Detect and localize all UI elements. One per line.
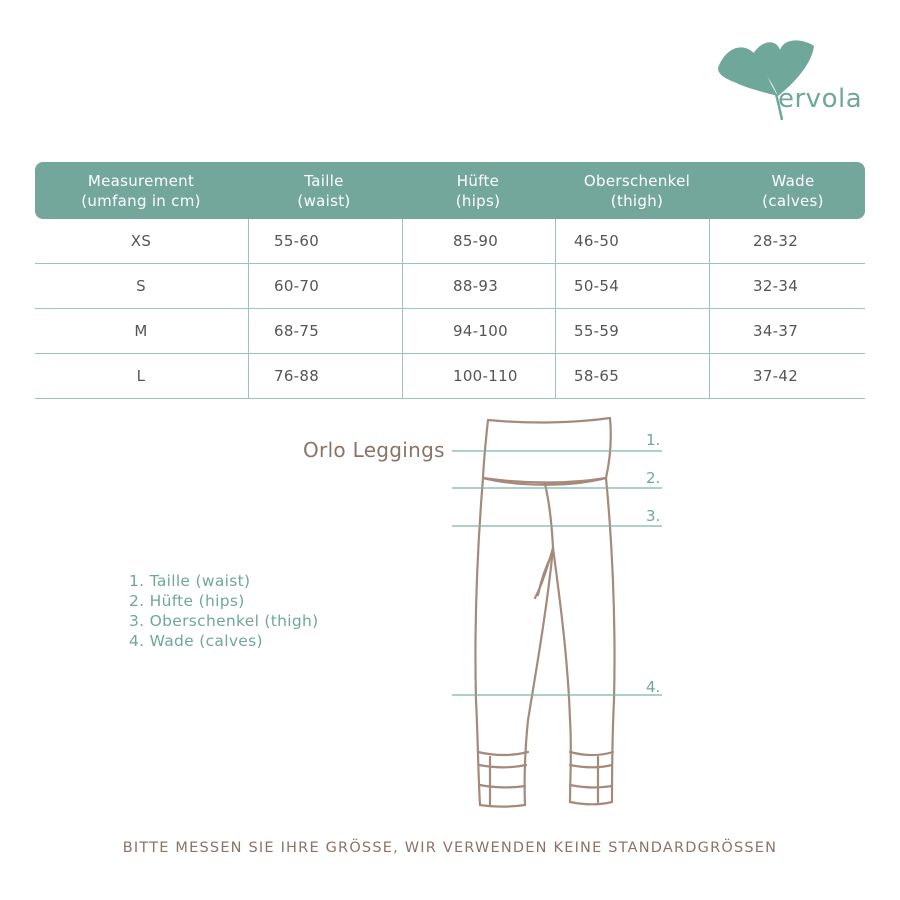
brand-logo-text: ervola bbox=[778, 84, 863, 114]
header-calves: Wade (calves) bbox=[762, 172, 824, 210]
legend-item-thigh: 3. Oberschenkel (thigh) bbox=[129, 612, 319, 630]
size-cell: S bbox=[136, 277, 146, 295]
legend-item-waist: 1. Taille (waist) bbox=[129, 572, 251, 590]
size-cell: L bbox=[136, 367, 146, 385]
thigh-cell: 46-50 bbox=[574, 232, 620, 250]
calves-cell: 37-42 bbox=[753, 367, 799, 385]
calves-cell: 34-37 bbox=[753, 322, 799, 340]
size-cell: M bbox=[134, 322, 148, 340]
waist-cell: 55-60 bbox=[274, 232, 320, 250]
column-divider bbox=[555, 219, 556, 398]
waist-cell: 68-75 bbox=[274, 322, 320, 340]
footer-note: BITTE MESSEN SIE IHRE GRÖSSE, WIR VERWENDEN KEINE STANDARDGRÖSSEN bbox=[122, 840, 778, 856]
marker-label-calves: 4. bbox=[646, 678, 661, 696]
hips-cell: 94-100 bbox=[453, 322, 508, 340]
column-divider bbox=[709, 219, 710, 398]
column-divider bbox=[402, 219, 403, 398]
waist-cell: 76-88 bbox=[274, 367, 320, 385]
legend-item-calves: 4. Wade (calves) bbox=[129, 632, 263, 650]
calves-cell: 28-32 bbox=[753, 232, 799, 250]
thigh-cell: 58-65 bbox=[574, 367, 620, 385]
hips-cell: 100-110 bbox=[453, 367, 518, 385]
table-row bbox=[35, 309, 865, 354]
table-row bbox=[35, 219, 865, 264]
size-chart-table bbox=[35, 162, 865, 399]
size-cell: XS bbox=[130, 232, 152, 250]
header-waist: Taille (waist) bbox=[297, 172, 351, 210]
table-header bbox=[35, 162, 865, 219]
marker-label-waist: 1. bbox=[646, 431, 661, 449]
thigh-cell: 50-54 bbox=[574, 277, 620, 295]
header-thigh: Oberschenkel (thigh) bbox=[583, 172, 691, 210]
legend-item-hips: 2. Hüfte (hips) bbox=[129, 592, 245, 610]
waist-cell: 60-70 bbox=[274, 277, 320, 295]
header-measurement: Measurement (umfang in cm) bbox=[81, 172, 201, 210]
marker-label-hips: 2. bbox=[646, 469, 661, 487]
table-row bbox=[35, 264, 865, 309]
column-divider bbox=[248, 219, 249, 398]
calves-cell: 32-34 bbox=[753, 277, 799, 295]
hips-cell: 85-90 bbox=[453, 232, 499, 250]
ginkgo-leaf-logo-icon bbox=[716, 38, 876, 128]
table-row bbox=[35, 354, 865, 399]
header-hips: Hüfte (hips) bbox=[455, 172, 501, 210]
thigh-cell: 55-59 bbox=[574, 322, 620, 340]
marker-label-thigh: 3. bbox=[646, 507, 661, 525]
measurement-legend bbox=[129, 571, 319, 651]
hips-cell: 88-93 bbox=[453, 277, 499, 295]
product-title: Orlo Leggings bbox=[303, 438, 445, 462]
